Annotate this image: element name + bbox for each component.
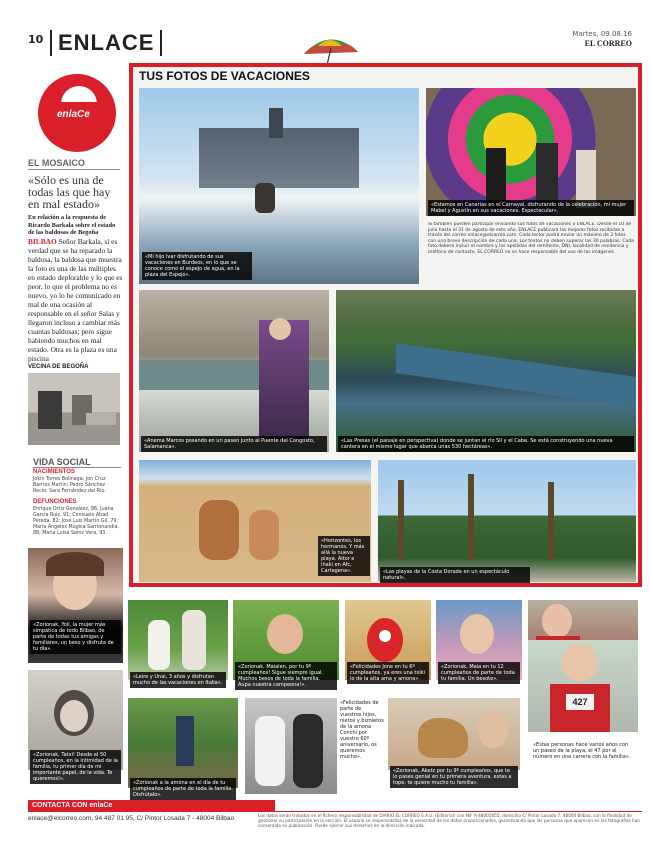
- mosaico-intro: En relación a la respuesta de Ricardo Barkala sobre el estado de las baldosas de Begoña: [28, 214, 116, 236]
- caption-yoli: «Zorionak, Yoli, la mujer más simpática de todo Bilbao, de parte de todas tus amigas y familiares, un beso y disfruta de tu día».: [30, 620, 121, 654]
- mosaico-quote: «Sólo es una de todas las que hay en mal estado»: [28, 173, 111, 211]
- contact-bar: CONTACTA CON enlaCe: [28, 800, 275, 811]
- caption-burdeos: «Mi hijo Ivar disfrutando de sus vacaciones en Burdeos, en lo que se conoce como el espejo de agua, en la plaza del Espejo».: [142, 252, 252, 280]
- mosaico-body: Señor Barkala, sí es verdad que se ha reparado la baldosa, la baldosa que muestra la foto es una de las múltiples en estado deplorable y lo que es peor, lo que el problema no es nuevo, yo lo he comunicado en mal de una ocasión al responsable en el señor Salas y llegaron incluso a cambiar más cuantas baldosas; pero sigue habiendo muchos en mal estado. Otra es la plaza es una piscina: [28, 237, 123, 363]
- photo-canarias: [426, 88, 636, 216]
- photo-palms: [378, 460, 636, 582]
- photo-wedding: [245, 698, 337, 794]
- photo-river: [336, 290, 636, 452]
- caption-runner: «Estas personas hace varios años con un paseo de la playa, el 47 por el número en una carrera con la familia».: [533, 742, 631, 760]
- caption-river: «Las Presas (el paisaje en perspectiva) donde se juntan el río Sil y el Cabe. Se está construyendo una nueva cantera en el mismo lugar que abarca unas 530 hectáreas».: [338, 436, 634, 452]
- caption-leire-unai: «Leire y Unai, 3 años y disfrutan mucho de las vacaciones en Italia».: [130, 672, 226, 688]
- caption-beach: «Horizontes, los hermanos. Y más allá la nueva playa. Aitor e Iñaki en Afc, Cartagena».: [318, 536, 370, 576]
- logo-text: enlaCe: [57, 109, 90, 120]
- mosaico-photo: [28, 373, 120, 445]
- newspaper-name: EL CORREO: [584, 39, 632, 48]
- date: Martes, 09.08.16: [572, 30, 632, 38]
- vida-social-title: VIDA SOCIAL: [33, 457, 91, 467]
- contact-line: enlace@elcorreo.com, 94 487 01 95, C/ Pintor Losada 7 - 48004 Bilbao: [28, 815, 235, 822]
- nacimientos-title: NACIMIENTOS: [33, 469, 75, 475]
- caption-aketz: «Zorionak, Aketz por tu 9º cumpleaños, que te lo pases genial en tu primera aventura, estas a tope, te quiere mucho tu familia».: [390, 766, 518, 788]
- info-text: Si también pueden participar enviando sus fotos de vacaciones a ENLACE. Desde el 10 de julio hasta el 31 de agosto de este año, ENLACE publicará las mejores fotos recibidas a través del correo enlace@elcorreo.com. Cada lector podrá enviar un máximo de 3 fotos con una breve descripción de cada una. Los textos no deben superar las 30 palabras. Cada foto deberá incluir el nombre y los apellidos del remitente, DNI, localidad de residencia y teléfono de contacto. EL CORREO no se hace responsable del uso de las imágenes.: [428, 222, 634, 255]
- photo-salamanca: [139, 290, 329, 452]
- photo-leire-unai: [128, 600, 228, 680]
- caption-maia: «Zorionak, Maia en tu 12 cumpleaños de parte de toda tu familia. Un besote».: [438, 662, 520, 684]
- enlace-logo: [33, 72, 121, 154]
- caption-palms: «Las playas de la Costa Dorada en un espectáculo natural».: [380, 567, 530, 583]
- footer-divider: [28, 811, 642, 812]
- caption-conchi: «Felicidades de parte de vuestros hijos, nietos y biznietos de la amona Conchi por vuestro 60º aniversario, os queremos mucho».: [340, 700, 384, 760]
- caption-salamanca: «Anema Marcos posando en un paseo junto al Puente del Congosto, Salamanca».: [141, 436, 327, 452]
- vacation-title: TUS FOTOS DE VACACIONES: [139, 69, 310, 83]
- photo-aketz: [388, 698, 520, 770]
- section-title: ENLACE: [50, 30, 162, 56]
- legal-text: Los datos serán tratados en el fichero responsabilidad de DIARIO EL CORREO S.A.U. (Editorial) con NIF A-48001655, domicilio C/ Pintor Losada 7, 48004 Bilbao, con la finalidad de gestionar su participación en la sección. El usuario se responsabiliza de la veracidad de los datos proporcionados, garantizando que las personas que aparecen en las fotografías han consentido su publicación. Puede ejercer sus derechos en la dirección indicada.: [258, 813, 640, 828]
- caption-jone: «Felicidades Jone en tu 6º cumpleaños, ya eres una txiki lo de la aita ama y amona».: [347, 662, 429, 684]
- nacimientos-text: Jokin Torres Bolinaga; Jon Cruz Barrios Martín; Pedro Sánchez Recio; Sara Fernández del Río.: [33, 477, 106, 494]
- photo-runner: 427: [528, 640, 638, 732]
- caption-canarias: «Estamos en Canarias en el Carnaval, disfrutando de la celebración, mi mujer Mabel y Agustín en sus vacaciones. Espectacular».: [428, 200, 634, 216]
- mosaico-signature: VECINA DE BEGOÑA: [28, 364, 89, 370]
- page-number: 10: [28, 33, 44, 46]
- defunciones-title: DEFUNCIONES: [33, 499, 77, 505]
- caption-maialen: «Zorionak, Maialen, por tu 9º cumpleaños! Sigue siempre igual. Muchos besos de toda la familia. Aupa nuestra campeona!».: [235, 662, 337, 690]
- defunciones-text: Enrique Ortiz González, 86; Juana García Ruiz, 91; Consuelo Abad Pereda, 82; José Luis Martín Gil, 79; María Ángeles Múgica Sarrionandia, 88; María Luisa Sainz Vera, 93.: [33, 507, 120, 536]
- mosaico-title: EL MOSAICO: [28, 158, 85, 168]
- mosaico-body-lead: BILBAO: [28, 237, 57, 246]
- photo-amona: [128, 698, 238, 788]
- caption-amona: «Zorionak a la amona en el día de tu cumpleaños de parte de toda la familia. Disfrútalo».: [130, 778, 236, 800]
- caption-tatxi: «Zorionak, Tatxi! Desde el 50 cumpleaños, en la intimidad de la familia, tu primer día de mi importante papel, de la vida. Te queremos!».: [30, 750, 121, 784]
